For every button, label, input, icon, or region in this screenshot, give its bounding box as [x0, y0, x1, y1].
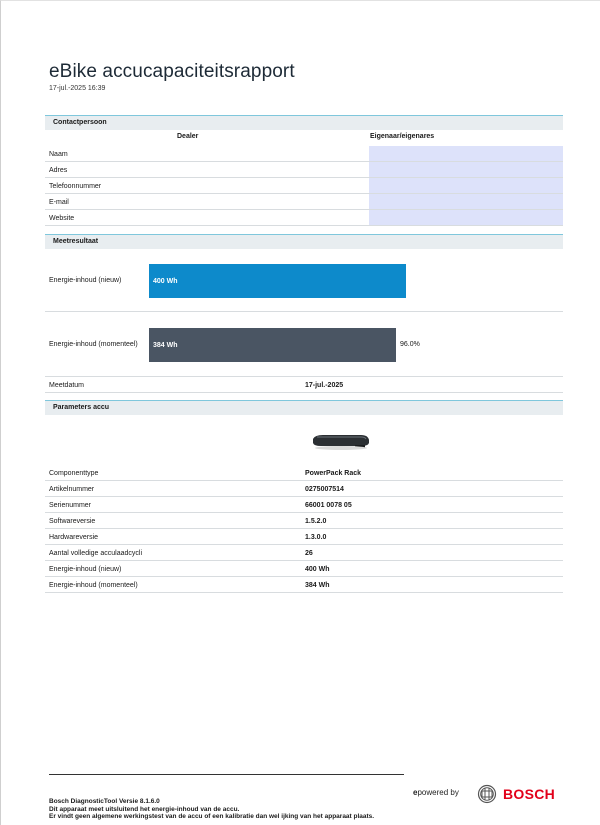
owner-column-header: Eigenaar/eigenares [370, 133, 435, 140]
owner-phone-field [369, 178, 563, 193]
epowered-e: e [413, 788, 418, 797]
contact-row-name [45, 146, 563, 162]
param-value: 0275007514 [305, 486, 344, 493]
report-title: eBike accucapaciteitsrapport [49, 61, 295, 82]
contact-label: Telefoonnummer [49, 183, 102, 190]
param-label: Artikelnummer [49, 486, 95, 493]
epowered-by-text [413, 788, 459, 797]
param-row [45, 465, 563, 481]
energy-current-bar-value: 384 Wh [153, 341, 178, 349]
owner-website-field [369, 210, 563, 225]
energy-new-bar [149, 264, 406, 298]
param-label: Hardwareversie [49, 534, 99, 541]
measurement-date-row [45, 377, 563, 393]
param-row [45, 577, 563, 593]
bosch-brand-text: BOSCH [503, 786, 556, 802]
bosch-logo [477, 784, 555, 804]
param-label: Softwareversie [49, 518, 96, 525]
contact-column-headers [45, 131, 563, 145]
measurement-date-value: 17-jul.-2025 [305, 382, 344, 389]
param-value: 26 [305, 550, 313, 557]
epowered-rest: powered by [417, 788, 459, 797]
battery-pack-icon [311, 431, 371, 453]
energy-new-row [45, 249, 563, 312]
contact-label: Naam [49, 151, 68, 158]
param-value: 1.3.0.0 [305, 534, 327, 541]
contact-row-website [45, 210, 563, 226]
energy-current-row [45, 312, 563, 377]
param-row [45, 481, 563, 497]
param-value: PowerPack Rack [305, 470, 362, 477]
contact-row-phone [45, 178, 563, 194]
energy-current-label: Energie-inhoud (momenteel) [49, 341, 138, 348]
param-row [45, 513, 563, 529]
energy-current-bar [149, 328, 396, 362]
footer-note-2: Er vindt geen algemene werkingstest van de accu of een kalibratie dan wel ijking van het apparaat plaats. [49, 813, 375, 820]
owner-address-field [369, 162, 563, 177]
bosch-armature-icon [477, 784, 497, 804]
footer-note-1: Dit apparaat meet uitsluitend het energie-inhoud van de accu. [49, 806, 240, 813]
contact-row-address [45, 162, 563, 178]
energy-new-label: Energie-inhoud (nieuw) [49, 277, 122, 284]
param-label: Aantal volledige acculaadcycli [49, 550, 142, 557]
param-label: Energie-inhoud (nieuw) [49, 566, 122, 573]
contact-label: Adres [49, 167, 68, 174]
measurement-date-label: Meetdatum [49, 382, 85, 389]
param-label: Componenttype [49, 470, 99, 477]
contact-row-email [45, 194, 563, 210]
energy-percentage: 96.0% [400, 341, 420, 348]
param-label: Serienummer [49, 502, 92, 509]
param-value: 66001 0078 05 [305, 502, 352, 509]
param-value: 400 Wh [305, 566, 330, 573]
owner-name-field [369, 146, 563, 161]
param-row [45, 529, 563, 545]
contact-section-header: Contactpersoon [45, 115, 563, 130]
footer-version: Bosch DiagnosticTool Versie 8.1.6.0 [49, 798, 160, 805]
param-value: 384 Wh [305, 582, 330, 589]
param-row [45, 545, 563, 561]
footer-divider [49, 774, 404, 775]
contact-label: Website [49, 215, 75, 222]
contact-label: E-mail [49, 199, 69, 206]
param-row [45, 561, 563, 577]
param-row [45, 497, 563, 513]
measurement-section-header: Meetresultaat [45, 234, 563, 249]
param-value: 1.5.2.0 [305, 518, 327, 525]
owner-email-field [369, 194, 563, 209]
energy-new-bar-value: 400 Wh [153, 277, 178, 285]
dealer-column-header: Dealer [177, 133, 199, 140]
battery-section-header: Parameters accu [45, 400, 563, 415]
param-label: Energie-inhoud (momenteel) [49, 582, 138, 589]
report-date: 17-jul.-2025 16:39 [49, 85, 106, 92]
